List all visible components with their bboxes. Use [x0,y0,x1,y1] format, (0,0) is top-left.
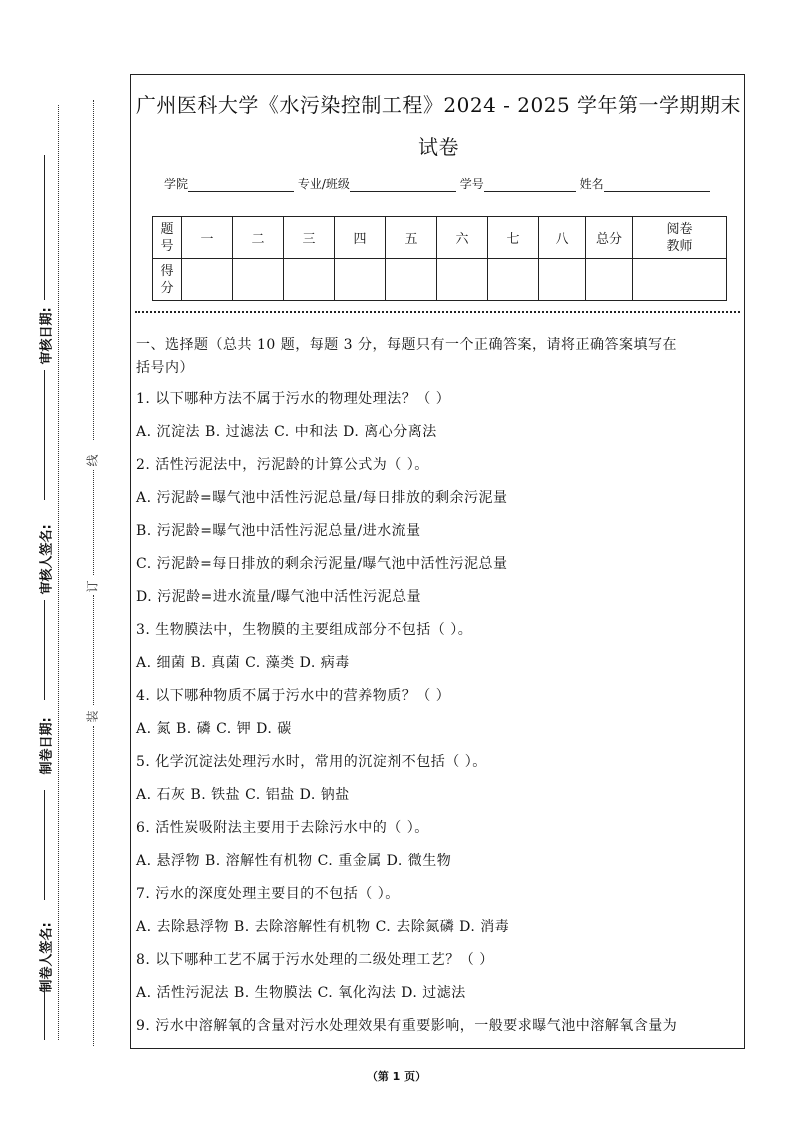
binding-dotted-line-bottom [93,726,94,1046]
major-label: 专业/班级 [297,177,350,191]
question-line: 7. 污水的深度处理主要目的不包括（ ）。 [136,886,400,902]
student-info-row [164,175,710,192]
section-heading-line1: 一、选择题（总共 10 题，每题 3 分，每题只有一个正确答案，请将正确答案填写在 [136,337,678,353]
major-blank[interactable] [350,179,456,192]
maker-sign-tail-line [44,985,45,1040]
score-label: 得分 [153,259,182,301]
name-label: 姓名 [579,177,604,191]
question-number-label: 题号 [153,217,182,259]
question-line: A. 细菌 B. 真菌 C. 藻类 D. 病毒 [136,655,350,671]
exam-page [130,74,745,1049]
exam-title-line1: 广州医科大学《水污染控制工程》2024 - 2025 学年第一学期期末 [135,93,742,117]
column-header: 阅卷教师 [633,217,727,259]
binding-dotted-line-mid2 [93,595,94,705]
name-blank[interactable] [604,179,710,192]
question-line: A. 去除悬浮物 B. 去除溶解性有机物 C. 去除氮磷 D. 消毒 [136,919,510,935]
question-line: A. 石灰 B. 铁盐 C. 铝盐 D. 钠盐 [136,787,350,803]
reviewer-sign-line [44,370,45,500]
question-line: A. 污泥龄=曝气池中活性污泥总量/每日排放的剩余污泥量 [136,490,508,506]
score-cell[interactable] [284,259,335,301]
college-label: 学院 [164,177,189,191]
question-line: C. 污泥龄=每日排放的剩余污泥量/曝气池中活性污泥总量 [136,556,508,572]
score-cell[interactable] [586,259,633,301]
column-header: 二 [233,217,284,259]
column-header: 四 [335,217,386,259]
score-cell[interactable] [335,259,386,301]
binding-label-ding: 订 [85,580,100,593]
question-line: A. 活性污泥法 B. 生物膜法 C. 氧化沟法 D. 过滤法 [136,985,466,1001]
question-line: D. 污泥龄=进水流量/曝气池中活性污泥总量 [136,589,422,605]
question-line: 6. 活性炭吸附法主要用于去除污水中的（ ）。 [136,820,429,836]
section-heading-line2: 括号内） [136,360,194,376]
maker-sign-line [44,790,45,900]
reviewer-date-line [44,155,45,300]
column-header: 七 [488,217,539,259]
binding-sidebar [0,0,128,1122]
score-cell[interactable] [386,259,437,301]
maker-date-label: 制卷日期: [39,717,55,775]
left-dotted-guide [58,105,59,1040]
score-header-row [153,217,727,259]
column-header: 总分 [586,217,633,259]
maker-date-line [44,600,45,700]
question-line: 3. 生物膜法中，生物膜的主要组成部分不包括（ ）。 [136,622,473,638]
binding-label-zhuang: 装 [85,710,100,723]
reviewer-sign-label: 审核人签名: [39,524,55,595]
score-value-row [153,259,727,301]
column-header: 六 [437,217,488,259]
question-line: A. 沉淀法 B. 过滤法 C. 中和法 D. 离心分离法 [136,424,437,440]
score-cell[interactable] [488,259,539,301]
page-footer: （第 1 页） [366,1070,427,1083]
question-line: 1. 以下哪种方法不属于污水的物理处理法？（ ） [136,391,451,407]
reviewer-date-label: 审核日期: [39,307,55,365]
score-cell[interactable] [633,259,727,301]
column-header: 三 [284,217,335,259]
score-cell[interactable] [539,259,586,301]
question-line: 9. 污水中溶解氧的含量对污水处理效果有重要影响，一般要求曝气池中溶解氧含量为 [136,1018,678,1034]
college-blank[interactable] [188,179,294,192]
question-line: 4. 以下哪种物质不属于污水中的营养物质？（ ） [136,688,451,704]
question-line: B. 污泥龄=曝气池中活性污泥总量/进水流量 [136,523,421,539]
binding-dotted-line-mid1 [93,470,94,575]
column-header: 五 [386,217,437,259]
binding-dotted-line-top [93,100,94,440]
score-cell[interactable] [233,259,284,301]
question-line: 5. 化学沉淀法处理污水时，常用的沉淀剂不包括（ ）。 [136,754,487,770]
score-cell[interactable] [182,259,233,301]
score-cell[interactable] [437,259,488,301]
column-header: 一 [182,217,233,259]
section-divider [135,311,740,313]
student-id-label: 学号 [459,177,484,191]
question-line: A. 悬浮物 B. 溶解性有机物 C. 重金属 D. 微生物 [136,853,452,869]
student-id-blank[interactable] [484,179,576,192]
score-table [152,216,727,301]
column-header: 八 [539,217,586,259]
question-line: 2. 活性污泥法中，污泥龄的计算公式为（ ）。 [136,457,429,473]
maker-sign-label: 制卷人签名: [39,922,55,993]
question-line: 8. 以下哪种工艺不属于污水处理的二级处理工艺？（ ） [136,952,494,968]
question-line: A. 氮 B. 磷 C. 钾 D. 碳 [136,721,292,737]
exam-title-line2: 试卷 [418,135,459,159]
binding-label-xian: 线 [85,454,100,467]
